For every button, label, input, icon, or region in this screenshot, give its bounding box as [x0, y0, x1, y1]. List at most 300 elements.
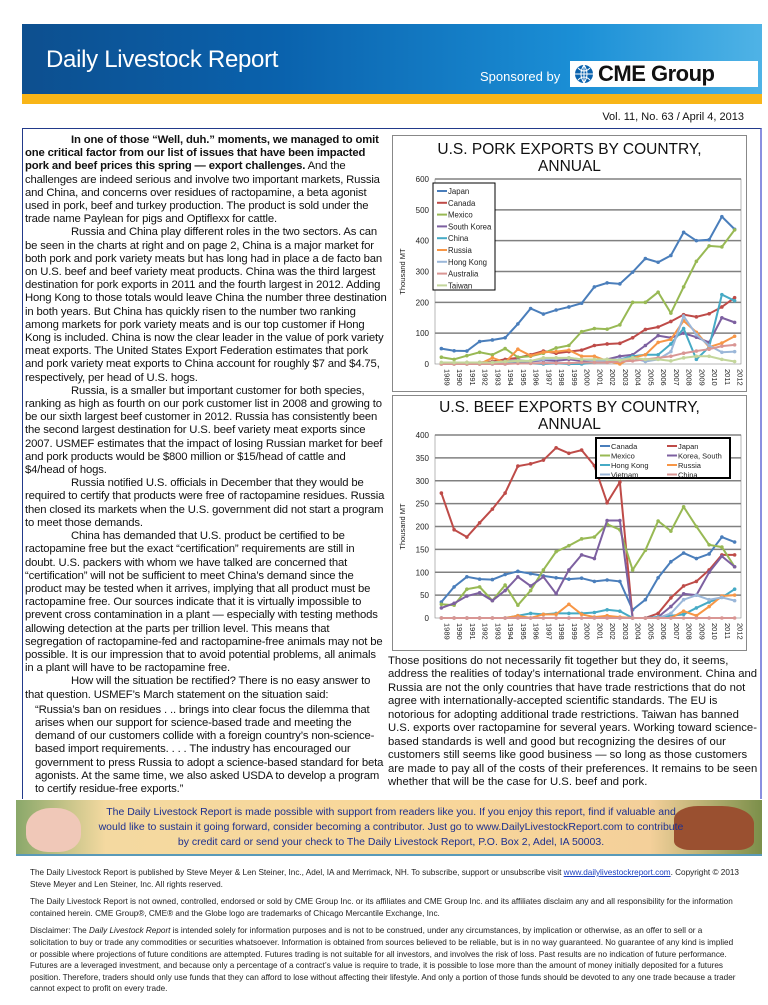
data-point	[478, 521, 482, 525]
pork-exports-chart	[392, 135, 747, 392]
x-tick-label: 1994	[506, 623, 516, 640]
data-point	[580, 537, 584, 541]
data-point	[554, 576, 558, 580]
x-tick-label: 1999	[569, 623, 579, 640]
data-point	[529, 616, 533, 620]
data-point	[682, 551, 686, 555]
data-point	[656, 353, 660, 357]
data-point	[695, 525, 699, 529]
data-point	[465, 616, 469, 620]
data-point	[478, 591, 482, 595]
footer	[30, 867, 742, 1001]
data-point	[682, 616, 686, 620]
data-point	[682, 584, 686, 588]
copyright-text: . Copyright © 2013 Steve Meyer and Len Steiner, Inc. All rights reserved.	[30, 868, 739, 889]
chart-title-line2: ANNUAL	[538, 158, 601, 175]
chart-title-line1: U.S. PORK EXPORTS BY COUNTRY,	[437, 141, 702, 158]
data-point	[593, 535, 597, 539]
data-point	[644, 328, 648, 332]
publication-title: Daily Livestock Report	[46, 46, 279, 73]
data-point	[669, 529, 673, 533]
data-point	[720, 616, 724, 620]
data-point	[440, 616, 444, 620]
data-point	[720, 350, 724, 354]
x-tick-label: 2009	[697, 369, 707, 386]
data-point	[695, 358, 699, 362]
data-point	[720, 358, 724, 362]
data-point	[695, 354, 699, 358]
data-point	[503, 616, 507, 620]
y-tick-label: 350	[415, 453, 429, 463]
data-point	[720, 293, 724, 297]
x-tick-label: 1993	[493, 623, 503, 640]
data-point	[644, 301, 648, 305]
data-point	[707, 605, 711, 609]
data-point	[707, 244, 711, 248]
data-point	[580, 330, 584, 334]
data-point	[720, 215, 724, 219]
data-point	[707, 552, 711, 556]
data-point	[580, 616, 584, 620]
data-point	[618, 359, 622, 363]
data-point	[695, 349, 699, 353]
data-point	[631, 336, 635, 340]
data-point	[733, 296, 737, 300]
x-tick-label: 1993	[493, 369, 503, 386]
x-tick-label: 1989	[442, 369, 452, 386]
x-tick-label: 1989	[442, 623, 452, 640]
data-point	[733, 616, 737, 620]
data-point	[440, 361, 444, 365]
data-point	[720, 344, 724, 348]
cme-group-logo	[570, 61, 758, 87]
data-point	[593, 327, 597, 331]
data-point	[554, 446, 558, 450]
data-point	[529, 584, 533, 588]
x-tick-label: 2011	[722, 369, 732, 386]
y-axis-label: Thousand MT	[398, 503, 407, 550]
data-point	[440, 355, 444, 359]
x-tick-label: 2005	[646, 369, 656, 386]
data-point	[465, 354, 469, 358]
data-point	[631, 616, 635, 620]
legend-label: Hong Kong	[611, 461, 649, 470]
data-point	[580, 348, 584, 352]
data-point	[529, 612, 533, 616]
x-tick-label: 2001	[595, 369, 605, 386]
data-point	[707, 543, 711, 547]
data-point	[656, 334, 660, 338]
data-point	[516, 464, 520, 468]
series-line-korea-south	[441, 521, 734, 618]
data-point	[695, 557, 699, 561]
data-point	[644, 616, 648, 620]
data-point	[452, 361, 456, 365]
data-point	[618, 519, 622, 523]
data-point	[605, 501, 609, 505]
data-point	[478, 361, 482, 365]
cattle-photo	[674, 806, 754, 850]
data-point	[478, 585, 482, 589]
data-point	[440, 491, 444, 495]
data-point	[580, 361, 584, 365]
legend-label: South Korea	[448, 222, 492, 232]
data-point	[733, 593, 737, 597]
data-point	[516, 347, 520, 351]
data-point	[478, 340, 482, 344]
x-tick-label: 2000	[582, 369, 592, 386]
x-tick-label: 2008	[684, 369, 694, 386]
data-point	[452, 616, 456, 620]
data-point	[440, 602, 444, 606]
paragraph-lead	[25, 134, 387, 226]
data-point	[618, 282, 622, 286]
disclaimer-text: Disclaimer: The	[30, 926, 89, 936]
disclaimer-text: is intended solely for information purposes and is not to be construed, under any circumstances, by implication or otherwise, as an offer to sell or a solicitation to buy or trade any commodities or securities whatsoever. Information is obtained from sources believed to be reliable, but is in no way guaranteed. No guarantee of any kind is implied or possible where projections of future conditions are attempted. Futures trading is not suitable for all investors, and involves the risk of loss. Past results are no indication of future performance. Futures are a leveraged investment, and because only a percentage of a contract’s value is require to trade, it is possible to lose more than the amount of money initially deposited for a futures position. Therefore, traders should only use funds that they can afford to lose without affecting their lifestyle. And only a portion of those funds should be devoted to any one trade because a trader cannot expect to profit on every trade.	[30, 926, 736, 994]
data-point	[618, 609, 622, 613]
y-tick-label: 200	[415, 522, 429, 532]
data-point	[567, 568, 571, 572]
data-point	[669, 254, 673, 258]
data-point	[707, 616, 711, 620]
data-point	[644, 598, 648, 602]
x-tick-label: 2007	[671, 623, 681, 640]
data-point	[656, 576, 660, 580]
data-point	[669, 616, 673, 620]
x-tick-label: 1998	[557, 623, 567, 640]
data-point	[491, 338, 495, 342]
y-tick-label: 100	[415, 568, 429, 578]
y-tick-label: 600	[415, 175, 429, 184]
x-tick-label: 2010	[710, 623, 720, 640]
data-point	[669, 359, 673, 363]
legend-label: Vietnam	[611, 470, 639, 480]
data-point	[542, 361, 546, 365]
data-point	[631, 270, 635, 274]
x-tick-label: 2003	[620, 623, 630, 640]
data-point	[644, 548, 648, 552]
data-point	[542, 458, 546, 462]
y-axis-label: Thousand MT	[398, 248, 407, 295]
legend-label: Japan	[678, 442, 699, 451]
legend-label: Japan	[448, 187, 470, 196]
data-point	[656, 616, 660, 620]
data-point	[593, 580, 597, 584]
lead-bold: In one of those “Well, duh.” moments, we managed to omit one critical factor from our list of issues that have been impacted pork and beef prices this spring — export challenges.	[25, 134, 379, 173]
data-point	[554, 550, 558, 554]
data-point	[452, 602, 456, 606]
data-point	[478, 577, 482, 581]
data-point	[491, 578, 495, 582]
data-point	[593, 611, 597, 615]
y-tick-label: 200	[415, 298, 429, 308]
block-quote: “Russia’s ban on residues . .. brings into clear focus the dilemma that arises when our support for science-based trade and meeting the demand of our customers collide with a foreign country’s non-science-based import requirements. . . . The industry has encouraged our government to press Russia to adopt a science-based standard for beta agonists. At the same time, we also asked USDA to develop a program to certify residue-free exports.”	[35, 703, 384, 795]
data-point	[580, 301, 584, 305]
data-point	[733, 321, 737, 325]
legend-label: Russia	[678, 461, 701, 470]
data-point	[491, 507, 495, 511]
data-point	[733, 540, 737, 544]
support-banner	[16, 800, 762, 856]
chart-title-line1: U.S. BEEF EXPORTS BY COUNTRY,	[439, 399, 700, 416]
cme-notice: The Daily Livestock Report is not owned, controlled, endorsed or sold by CME Group Inc. or its affiliates and CME Group Inc. and its affiliates disclaim any and all responsibility for the information contained herein. CME Group®, CME® and the Globe logo are trademarks of Chicago Mercantile Exchange, Inc.	[30, 897, 733, 918]
data-point	[554, 308, 558, 312]
data-point	[567, 305, 571, 309]
paragraph: China has demanded that U.S. product be certified to be ractopamine free but the exact “certification” requirements are still in doubt. U.S. packers with whom we have talked are concerned that “certification” will not be sufficient to meet China’s demand since the product may be tested when it arrives, implying that all product must be ractopamine free. Our sources indicate that it is virtually impossible to prevent cross contamination in a plant — especially with testing methods allowing detection at the parts per trillion level. This means that segregation of ractopamine-fed and ractopamine-free animals may not be possible. It is our impression that to avoid potential problems, all animals in a plant will have to be ractopamine free.	[25, 530, 383, 675]
data-point	[580, 553, 584, 557]
data-point	[669, 338, 673, 342]
data-point	[593, 361, 597, 365]
x-tick-label: 1998	[557, 369, 567, 386]
legend-label: Mexico	[448, 210, 473, 220]
legend-label: Korea, South	[678, 451, 722, 461]
data-point	[440, 347, 444, 351]
legend-label: Taiwan	[448, 281, 473, 291]
chart-title	[393, 141, 746, 175]
data-point	[656, 325, 660, 329]
data-point	[542, 575, 546, 579]
x-tick-label: 2011	[722, 623, 732, 640]
data-point	[720, 341, 724, 345]
data-point	[503, 573, 507, 577]
data-point	[707, 570, 711, 574]
x-tick-label: 1996	[531, 369, 541, 386]
data-point	[465, 349, 469, 353]
data-point	[503, 491, 507, 495]
data-point	[554, 346, 558, 350]
data-point	[682, 505, 686, 509]
publisher-notice	[30, 867, 742, 890]
data-point	[605, 361, 609, 365]
data-point	[529, 354, 533, 358]
x-tick-label: 2009	[697, 623, 707, 640]
data-point	[707, 344, 711, 348]
data-point	[542, 356, 546, 360]
data-point	[567, 544, 571, 548]
legend-label: Australia	[448, 269, 479, 279]
x-tick-label: 2001	[595, 623, 605, 640]
data-point	[542, 312, 546, 316]
data-point	[720, 305, 724, 309]
masthead-banner	[22, 24, 762, 96]
data-point	[669, 320, 673, 324]
globe-icon	[574, 64, 594, 84]
data-point	[593, 344, 597, 348]
data-point	[593, 358, 597, 362]
data-point	[567, 356, 571, 360]
legend-label: China	[678, 470, 698, 480]
data-point	[656, 519, 660, 523]
data-point	[554, 350, 558, 354]
beef-exports-chart	[392, 395, 747, 651]
data-point	[542, 350, 546, 354]
x-tick-label: 2010	[710, 369, 720, 386]
data-point	[695, 616, 699, 620]
y-tick-label: 150	[415, 545, 429, 555]
data-point	[720, 545, 724, 549]
data-point	[720, 316, 724, 320]
data-point	[478, 616, 482, 620]
data-point	[605, 358, 609, 362]
data-point	[682, 231, 686, 235]
sponsored-by-label: Sponsored by	[480, 69, 561, 84]
data-point	[554, 616, 558, 620]
data-point	[580, 448, 584, 452]
data-point	[656, 358, 660, 362]
data-point	[554, 613, 558, 617]
data-point	[720, 245, 724, 249]
data-point	[516, 616, 520, 620]
x-tick-label: 1997	[544, 369, 554, 386]
data-point	[503, 360, 507, 364]
data-point	[542, 616, 546, 620]
data-point	[682, 356, 686, 360]
data-point	[707, 354, 711, 358]
data-point	[695, 333, 699, 337]
data-point	[656, 612, 660, 616]
website-link[interactable]: www.dailylivestockreport.com	[563, 868, 671, 877]
beef-chart-plot	[393, 396, 746, 650]
data-point	[567, 452, 571, 456]
data-point	[567, 577, 571, 581]
chart-title	[393, 399, 746, 433]
x-tick-label: 2006	[659, 369, 669, 386]
data-point	[720, 554, 724, 558]
data-point	[605, 519, 609, 523]
data-point	[733, 565, 737, 569]
disclaimer	[30, 925, 742, 995]
data-point	[605, 608, 609, 612]
data-point	[465, 587, 469, 591]
y-tick-label: 400	[415, 431, 429, 440]
data-point	[554, 356, 558, 360]
data-point	[503, 336, 507, 340]
data-point	[618, 354, 622, 358]
data-point	[491, 356, 495, 360]
data-point	[567, 348, 571, 352]
x-tick-label: 1992	[480, 369, 490, 386]
support-message: The Daily Livestock Report is made possible with support from readers like you. If you enjoy this report, find if valuable and would like to sustain it going forward, consider becoming a contributor. Just go to www.DailyLivestockReport.com to contribute by credit card or send your check to The Daily Livestock Report, P.O. Box 2, Adel, IA 50003.	[98, 806, 684, 848]
data-point	[644, 353, 648, 357]
data-point	[682, 351, 686, 355]
y-tick-label: 0	[424, 614, 429, 623]
data-point	[733, 343, 737, 347]
data-point	[503, 583, 507, 587]
y-tick-label: 300	[415, 267, 429, 277]
data-point	[733, 587, 737, 591]
data-point	[580, 358, 584, 362]
data-point	[516, 575, 520, 579]
data-point	[529, 359, 533, 363]
data-point	[695, 315, 699, 319]
pigs-photo	[26, 808, 81, 852]
y-tick-label: 100	[415, 329, 429, 339]
data-point	[465, 594, 469, 598]
data-point	[631, 568, 635, 572]
y-tick-label: 0	[424, 360, 429, 369]
data-point	[580, 576, 584, 580]
x-tick-label: 2002	[608, 623, 618, 640]
x-tick-label: 1991	[467, 623, 477, 640]
y-tick-label: 300	[415, 476, 429, 486]
x-tick-label: 1990	[455, 369, 465, 386]
data-point	[682, 598, 686, 602]
data-point	[733, 553, 737, 557]
data-point	[644, 257, 648, 261]
legend-label: Russia	[448, 246, 472, 255]
data-point	[682, 609, 686, 613]
data-point	[542, 613, 546, 617]
data-point	[516, 355, 520, 359]
data-point	[618, 480, 622, 484]
data-point	[669, 350, 673, 354]
data-point	[491, 353, 495, 357]
data-point	[580, 354, 584, 358]
data-point	[503, 589, 507, 593]
data-point	[605, 281, 609, 285]
data-point	[491, 599, 495, 603]
data-point	[465, 575, 469, 579]
data-point	[542, 568, 546, 572]
publisher-text: The Daily Livestock Report is published by Steve Meyer & Len Steiner, Inc., Adel, IA and Merrimack, NH. To subscribe, support or unsubscribe visit	[30, 868, 564, 877]
data-point	[618, 580, 622, 584]
data-point	[656, 260, 660, 264]
x-tick-label: 1994	[506, 369, 516, 386]
data-point	[656, 341, 660, 345]
legend-label: Hong Kong	[448, 257, 488, 267]
data-point	[682, 613, 686, 617]
data-point	[529, 307, 533, 311]
data-point	[567, 612, 571, 616]
legend-label: China	[448, 234, 469, 244]
x-tick-label: 2012	[735, 369, 745, 386]
data-point	[618, 323, 622, 327]
sponsor-name: CME Group	[598, 61, 715, 86]
data-point	[593, 557, 597, 561]
x-tick-label: 1995	[518, 369, 528, 386]
data-point	[644, 358, 648, 362]
data-point	[695, 580, 699, 584]
data-point	[720, 596, 724, 600]
x-tick-label: 1990	[455, 623, 465, 640]
legend-label: Mexico	[611, 451, 635, 461]
data-point	[580, 613, 584, 617]
y-tick-label: 50	[420, 591, 429, 601]
data-point	[452, 528, 456, 532]
data-point	[733, 299, 737, 303]
x-tick-label: 1996	[531, 623, 541, 640]
data-point	[631, 301, 635, 305]
data-point	[516, 603, 520, 607]
article-left-column	[25, 134, 387, 796]
x-tick-label: 1991	[467, 369, 477, 386]
data-point	[593, 285, 597, 289]
x-tick-label: 1995	[518, 623, 528, 640]
data-point	[605, 327, 609, 331]
data-point	[491, 361, 495, 365]
data-point	[695, 593, 699, 597]
data-point	[707, 347, 711, 351]
data-point	[567, 602, 571, 606]
data-point	[682, 327, 686, 331]
x-tick-label: 2003	[620, 369, 630, 386]
data-point	[695, 239, 699, 243]
data-point	[656, 290, 660, 294]
disclaimer-publication: Daily Livestock Report	[89, 926, 171, 936]
paragraph: Russia notified U.S. officials in December that they would be required to certify that products were free of ractopamine residues. Russia then closed its markets when the U.S. government did not start a program to meet those demands.	[25, 477, 385, 529]
paragraph: Those positions do not necessarily fit together but they do, it seems, address the realities of today’s international trade environment. China and Russia are not the only countries that have trade restrictions that do not agree with internationally-accepted scientific standards. The EU is notorious for adopting additional trade restrictions. Taiwan has banned U.S. exports over ractopamine for several years. Working toward science-based standards is well and good but recognizing the desires of our customers still seems like good business — so long as those customers are made to pay all of the costs of their preferences. It remains to be seen whether that will be the case for U.S. beef and pork.	[388, 655, 758, 789]
data-point	[669, 560, 673, 564]
